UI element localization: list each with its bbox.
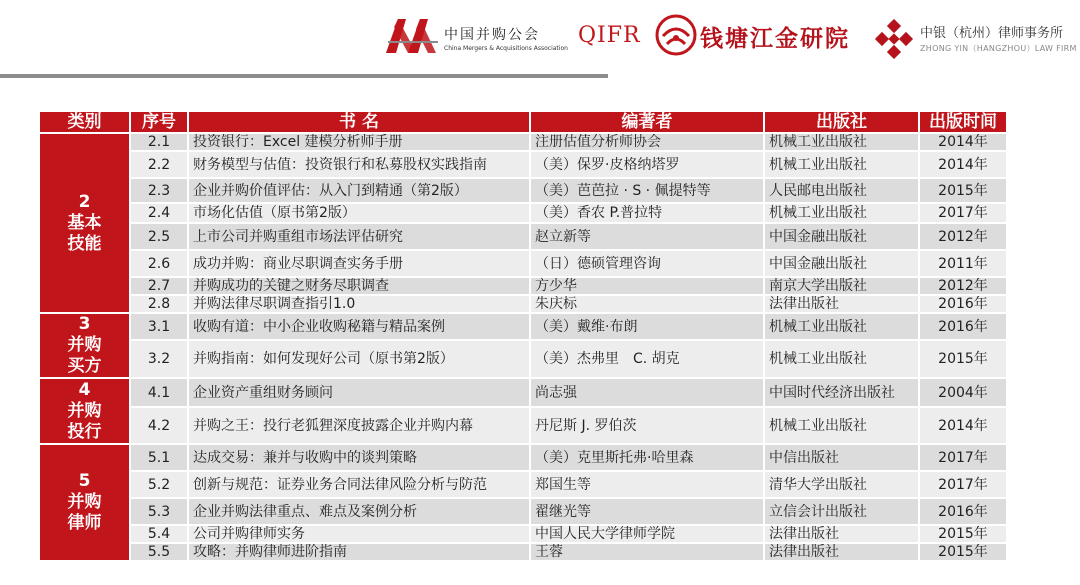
category-name: 并购 xyxy=(67,492,102,512)
category-name: 基本 xyxy=(67,212,102,233)
category-name: 投行 xyxy=(67,421,102,442)
ma-association-name-cn: 中国并购公会 xyxy=(444,27,540,43)
year-cell: 2017年 xyxy=(919,444,1007,471)
author-cell: （美）香农 P.普拉特 xyxy=(530,203,764,223)
category-number: 2 xyxy=(78,191,91,212)
seq-cell: 5.3 xyxy=(130,498,188,525)
title-cell: 上市公司并购重组市场法评估研究 xyxy=(188,223,530,250)
year-cell: 2017年 xyxy=(919,471,1007,498)
author-cell: 王蓉 xyxy=(530,543,764,561)
title-cell: 企业并购法律重点、难点及案例分析 xyxy=(188,498,530,525)
title-cell: 投资银行：Excel 建模分析师手册 xyxy=(188,133,530,151)
year-cell: 2016年 xyxy=(919,295,1007,313)
seq-cell: 2.2 xyxy=(130,151,188,178)
ma-association-logo xyxy=(384,15,442,55)
publisher-cell: 机械工业出版社 xyxy=(764,203,919,223)
author-cell: （日）德硕管理咨询 xyxy=(530,250,764,277)
table-row xyxy=(39,340,1007,378)
book-list-table xyxy=(38,110,1008,562)
title-cell: 财务模型与估值：投资银行和私募股权实践指南 xyxy=(188,151,530,178)
publisher-cell: 法律出版社 xyxy=(764,525,919,543)
year-cell: 2004年 xyxy=(919,378,1007,407)
author-cell: （美）杰弗里 C. 胡克 xyxy=(530,340,764,378)
seq-cell: 2.4 xyxy=(130,203,188,223)
seq-cell: 2.8 xyxy=(130,295,188,313)
seq-cell: 2.5 xyxy=(130,223,188,250)
publisher-cell: 机械工业出版社 xyxy=(764,407,919,444)
seq-cell: 5.4 xyxy=(130,525,188,543)
category-number: 5 xyxy=(78,471,91,491)
title-cell: 公司并购律师实务 xyxy=(188,525,530,543)
author-cell: （美）保罗·皮格纳塔罗 xyxy=(530,151,764,178)
category-cell-basic-skills xyxy=(39,133,130,313)
publisher-cell: 法律出版社 xyxy=(764,295,919,313)
title-cell: 收购有道：中小企业收购秘籍与精品案例 xyxy=(188,313,530,340)
category-number: 3 xyxy=(78,314,91,334)
author-cell: 朱庆标 xyxy=(530,295,764,313)
ma-association-text xyxy=(444,24,568,52)
category-name: 并购 xyxy=(67,400,102,421)
author-cell: 方少华 xyxy=(530,277,764,295)
title-cell: 企业并购价值评估：从入门到精通（第2版） xyxy=(188,178,530,203)
column-header-category: 类别 xyxy=(39,111,130,133)
table-row xyxy=(39,525,1007,543)
table-row xyxy=(39,471,1007,498)
table-row xyxy=(39,378,1007,407)
title-cell: 并购之王：投行老狐狸深度披露企业并购内幕 xyxy=(188,407,530,444)
year-cell: 2016年 xyxy=(919,313,1007,340)
table-row xyxy=(39,203,1007,223)
seq-cell: 2.6 xyxy=(130,250,188,277)
year-cell: 2014年 xyxy=(919,407,1007,444)
author-cell: 郑国生等 xyxy=(530,471,764,498)
title-cell: 企业资产重组财务顾问 xyxy=(188,378,530,407)
table-row xyxy=(39,407,1007,444)
category-name: 买方 xyxy=(67,356,102,376)
seq-cell: 5.5 xyxy=(130,543,188,561)
title-cell: 并购法律尽职调查指引1.0 xyxy=(188,295,530,313)
publisher-cell: 立信会计出版社 xyxy=(764,498,919,525)
publisher-cell: 机械工业出版社 xyxy=(764,151,919,178)
year-cell: 2017年 xyxy=(919,203,1007,223)
category-name: 技能 xyxy=(67,233,102,254)
title-cell: 攻略：并购律师进阶指南 xyxy=(188,543,530,561)
title-cell: 达成交易：兼并与收购中的谈判策略 xyxy=(188,444,530,471)
table-row xyxy=(39,250,1007,277)
seq-cell: 2.3 xyxy=(130,178,188,203)
column-header-title: 书 名 xyxy=(188,111,530,133)
category-cell-investment-bank xyxy=(39,378,130,444)
publisher-cell: 机械工业出版社 xyxy=(764,340,919,378)
ma-association-name-en: China Mergers & Acquisitions Association xyxy=(444,45,568,52)
seq-cell: 2.7 xyxy=(130,277,188,295)
author-cell: 丹尼斯 J. 罗伯茨 xyxy=(530,407,764,444)
category-cell-lawyer xyxy=(39,444,130,561)
year-cell: 2011年 xyxy=(919,250,1007,277)
publisher-cell: 中国时代经济出版社 xyxy=(764,378,919,407)
qiantang-seal-icon xyxy=(655,14,697,56)
year-cell: 2014年 xyxy=(919,151,1007,178)
seq-cell: 4.1 xyxy=(130,378,188,407)
author-cell: （美）戴维·布朗 xyxy=(530,313,764,340)
title-cell: 创新与规范：证券业务合同法律风险分析与防范 xyxy=(188,471,530,498)
table-row xyxy=(39,444,1007,471)
year-cell: 2015年 xyxy=(919,340,1007,378)
author-cell: （美）克里斯托弗·哈里森 xyxy=(530,444,764,471)
seq-cell: 3.1 xyxy=(130,313,188,340)
law-firm-text xyxy=(920,22,1077,54)
table-header-row xyxy=(39,111,1007,133)
year-cell: 2015年 xyxy=(919,543,1007,561)
year-cell: 2015年 xyxy=(919,525,1007,543)
author-cell: 中国人民大学律师学院 xyxy=(530,525,764,543)
category-number: 4 xyxy=(78,379,91,400)
table-row xyxy=(39,498,1007,525)
year-cell: 2012年 xyxy=(919,223,1007,250)
column-header-number: 序号 xyxy=(130,111,188,133)
title-cell: 成功并购：商业尽职调查实务手册 xyxy=(188,250,530,277)
author-cell: 注册估值分析师协会 xyxy=(530,133,764,151)
header-divider xyxy=(0,74,608,78)
publisher-cell: 中国金融出版社 xyxy=(764,250,919,277)
year-cell: 2012年 xyxy=(919,277,1007,295)
author-cell: 赵立新等 xyxy=(530,223,764,250)
seq-cell: 5.2 xyxy=(130,471,188,498)
table-row xyxy=(39,151,1007,178)
publisher-cell: 法律出版社 xyxy=(764,543,919,561)
publisher-cell: 人民邮电出版社 xyxy=(764,178,919,203)
seq-cell: 2.1 xyxy=(130,133,188,151)
qifr-logo-text: QIFR xyxy=(578,23,641,48)
category-name: 律师 xyxy=(67,513,102,533)
seq-cell: 3.2 xyxy=(130,340,188,378)
year-cell: 2015年 xyxy=(919,178,1007,203)
seq-cell: 4.2 xyxy=(130,407,188,444)
title-cell: 并购成功的关键之财务尽职调查 xyxy=(188,277,530,295)
author-cell: 翟继光等 xyxy=(530,498,764,525)
header-logos xyxy=(380,10,1080,60)
publisher-cell: 中国金融出版社 xyxy=(764,223,919,250)
publisher-cell: 机械工业出版社 xyxy=(764,133,919,151)
column-header-year: 出版时间 xyxy=(919,111,1007,133)
year-cell: 2014年 xyxy=(919,133,1007,151)
column-header-publisher: 出版社 xyxy=(764,111,919,133)
table-row xyxy=(39,295,1007,313)
publisher-cell: 机械工业出版社 xyxy=(764,313,919,340)
publisher-cell: 清华大学出版社 xyxy=(764,471,919,498)
year-cell: 2016年 xyxy=(919,498,1007,525)
publisher-cell: 南京大学出版社 xyxy=(764,277,919,295)
publisher-cell: 中信出版社 xyxy=(764,444,919,471)
title-cell: 并购指南：如何发现好公司（原书第2版） xyxy=(188,340,530,378)
table-row xyxy=(39,133,1007,151)
title-cell: 市场化估值（原书第2版） xyxy=(188,203,530,223)
column-header-author: 编著者 xyxy=(530,111,764,133)
law-firm-name-cn: 中银（杭州）律师事务所 xyxy=(920,26,1064,41)
table-row xyxy=(39,178,1007,203)
table-row xyxy=(39,313,1007,340)
law-firm-name-en: ZHONG YIN（HANGZHOU）LAW FIRM xyxy=(920,44,1077,53)
seq-cell: 5.1 xyxy=(130,444,188,471)
category-name: 并购 xyxy=(67,335,102,355)
category-cell-buyer xyxy=(39,313,130,378)
table-row xyxy=(39,277,1007,295)
author-cell: （美）芭芭拉 · S · 佩提特等 xyxy=(530,178,764,203)
law-firm-diamond-icon xyxy=(874,19,914,59)
table-row xyxy=(39,223,1007,250)
table-row xyxy=(39,543,1007,561)
qiantang-institute-name: 钱塘江金研院 xyxy=(700,25,850,52)
author-cell: 尚志强 xyxy=(530,378,764,407)
